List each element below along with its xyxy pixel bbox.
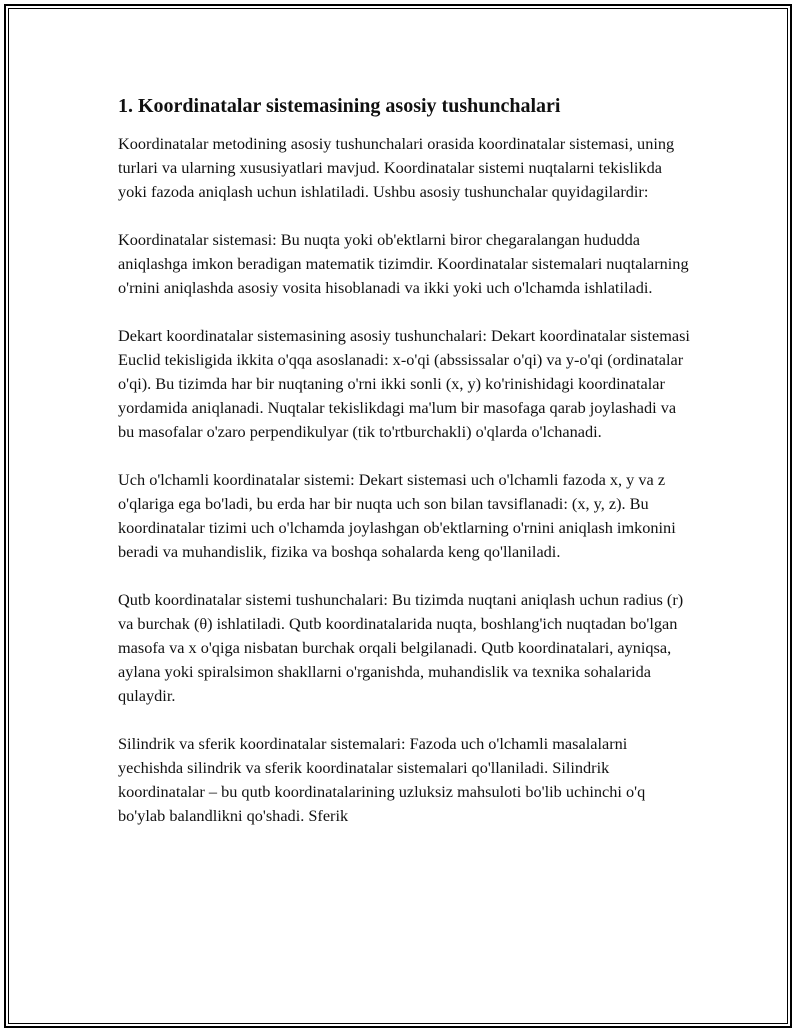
document-body — [118, 92, 690, 852]
section-heading: 1. Koordinatalar sistemasining asosiy tushunchalari — [118, 95, 561, 117]
paragraph-intro: Koordinatalar metodining asosiy tushunchalari orasida koordinatalar sistemasi, uning turlari va ularning xususiyatlari mavjud. Koordinatalar sistemi nuqtalarni tekislikda yoki fazoda aniqlash uchun ishlatiladi. Ushbu asosiy tushunchalar quyidagilardir: — [118, 134, 675, 201]
paragraph-three-dimensional: Uch o'lchamli koordinatalar sistemi: Dekart sistemasi uch o'lchamli fazoda x, y va z o'qlariga ega bo'ladi, bu erda har bir nuqta uch son bilan tavsiflanadi: (x, y, z). Bu koordinatalar tizimi uch o'lchamda joylashgan ob'ektlarning o'rnini aniqlash imkonini beradi va muhandislik, fizika va boshqa sohalarda keng qo'llaniladi. — [118, 470, 676, 561]
paragraph-polar: Qutb koordinatalar sistemi tushunchalari: Bu tizimda nuqtani aniqlash uchun radius (r) va burchak (θ) ishlatiladi. Qutb koordinatalarida nuqta, boshlang'ich nuqtadan bo'lgan masofa va x o'qiga nisbatan burchak orqali belgilanadi. Qutb koordinatalari, ayniqsa, aylana yoki spiralsimon shakllarni o'rganishda, muhandislik va texnika sohalarida qulaydir. — [118, 590, 684, 705]
paragraph-coordinate-system: Koordinatalar sistemasi: Bu nuqta yoki ob'ektlarni biror chegaralangan hududda aniqlashga imkon beradigan matematik tizimdir. Koordinatalar sistemalari nuqtalarning o'rnini aniqlashda asosiy vosita hisoblanadi va ikki yoki uch o'lchamda ishlatiladi. — [118, 230, 689, 297]
paragraph-cartesian: Dekart koordinatalar sistemasining asosiy tushunchalari: Dekart koordinatalar sistemasi Euclid tekisligida ikkita o'qqa asoslanadi: x-o'qi (abssissalar o'qi) va y-o'qi (ordinatalar o'qi). Bu tizimda har bir nuqtaning o'rni ikki sonli (x, y) ko'rinishidagi koordinatalar yordamida aniqlanadi. Nuqtalar tekislikdagi ma'lum bir masofaga qarab joylashadi va bu masofalar o'zaro perpendikulyar (tik to'rtburchakli) o'qlarda o'lchanadi. — [118, 326, 690, 441]
paragraph-cylindrical-spherical: Silindrik va sferik koordinatalar sistemalari: Fazoda uch o'lchamli masalalarni yechishda silindrik va sferik koordinatalar sistemalari qo'llaniladi. Silindrik koordinatalar – bu qutb koordinatalarining uzluksiz mahsuloti bo'lib uchinchi o'q bo'ylab balandlikni qo'shadi. Sferik — [118, 734, 646, 825]
